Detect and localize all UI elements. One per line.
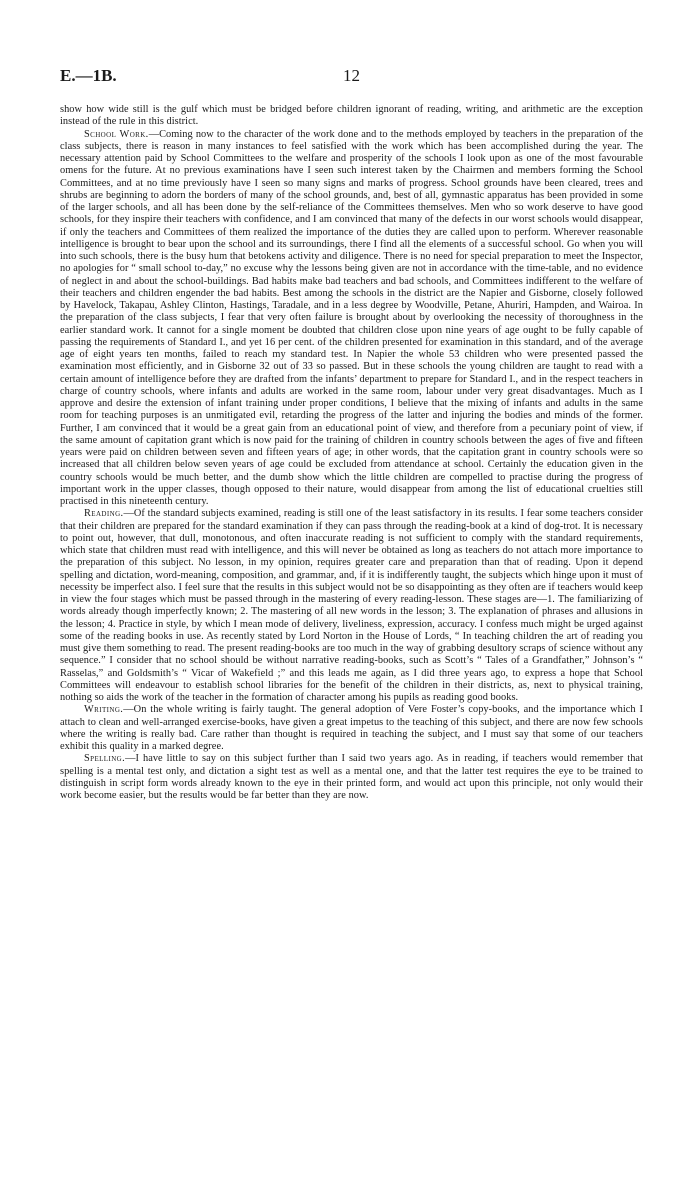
paragraph-school-work [60, 129, 643, 509]
paragraph-text: —On the whole writing is fairly taught. The general adoption of Vere Foster’s copy-books, and the importance which I attach to clean and well-arranged exercise-books, have given a great impetus to the teaching of this subject, and there are now few schools where the writing is really bad. Care rather than thought is required in teaching the subject, and I must say that some of our teachers exhibit this quality in a marked degree. [60, 704, 643, 752]
paragraph-text: —Of the standard subjects examined, reading is still one of the least satisfactory in its results. I fear some teachers consider that their children are prepared for the standard examination if they can pass through the reading-book at a kind of dog-trot. It is necessary to point out, however, that dull, monotonous, and often inaccurate reading is not sufficient to comply with the standard requirements, which state that children must read with intelligence, and this will never be obtained as long as teachers do not attach more importance to the preparation of this subject. No lesson, in my opinion, requires greater care and preparation than that of reading. Upon it depend spelling and dictation, word-meaning, composition, and grammar, and, if it is indifferently taught, the subjects which hinge upon it must of necessity be imperfect also. I feel sure that the results in this subject would not be so disappointing as they often are if teachers would keep in view the four stages which must be passed through in the mastering of every reading-lesson. These stages are—1. The familiarizing of words already though imperfectly known; 2. The mastering of all new words in the lesson; 3. The explanation of phrases and allusions in the lesson; 4. Practice in style, by which I mean mode of delivery, liveliness, expression, accuracy. I confess much might be urged against some of the reading books in use. As recently stated by Lord Norton in the House of Lords, “ In teaching children the art of reading you must give them something to read. The present reading-books are too much in the way of grabbing desultory scraps of science without any sequence.” I consider that no school should be without narrative reading-books, such as Scott’s “ Tales of a Grandfather,” Johnson’s “ Rasselas,” and Goldsmith’s “ Vicar of Wakefield ;” and this leads me again, as I did three years ago, to express a hope that School Committees will endeavour to establish school libraries for the benefit of the children in their districts, as, next to physical training, nothing so aids the work of the teacher in the formation of character among his pupils as reading good books. [60, 508, 643, 703]
document-body [60, 104, 643, 802]
page-number: 12 [343, 66, 360, 85]
document-code: E.—1B. [60, 66, 117, 85]
paragraph-text: —Coming now to the character of the work done and to the methods employed by teachers in the preparation of the class subjects, there is reason in many instances to feel satisfied with the work which has been accomplished during the year. The necessary attention paid by School Committees to the welfare and prosperity of the schools I look upon as one of the most favourable omens for the future. At no previous examinations have I seen such interest taken by the Chairmen and members forming the School Committees, and at no time previously have I seen so many signs and marks of progress. School grounds have been cleared, trees and shrubs are beginning to adorn the borders of many of the school grounds, and, best of all, gymnastic apparatus has been provided in some of the larger schools, and all has been done by the self-reliance of the Committees themselves. Men who so work deserve to have good schools, for they inspire their teachers with confidence, and I am convinced that many of the defects in our worst schools would disappear, if only the teachers and Committees of them realized the importance of the duties they are called upon to perform. Wherever reasonable intelligence is brought to bear upon the school and its surroundings, there I find all the elements of a successful school. Go when you will into such schools, there is the busy hum that betokens activity and diligence. There is no need for special preparation to meet the Inspector, no apologies for “ small school to-day,” no excuse why the lessons being given are not in accordance with the time-table, and no evidence of neglect in and about the school-buildings. Bad habits make bad teachers and bad schools, and Committees indifferent to the welfare of their teachers and children engender the bad habits. Best among the schools in the district are the Napier and Gisborne, closely followed by Havelock, Takapau, Ashley Clinton, Hastings, Taradale, and in a less degree by Woodville, Petane, Ahuriri, Hampden, and Wairoa. In the preparation of the class subjects, I fear that very often failure is brought about by overlooking the necessity of thoroughness in the earlier standard work. It cannot for a single moment be doubted that children close upon nine years of age ought to be fully capable of passing the requirements of Standard I., and yet 16 per cent. of the children presented for examination in this standard, and of the average age of eight years ten months, failed to reach my standard test. In Napier the whole 53 children who were presented passed the examination most efficiently, and in Gisborne 32 out of 33 so passed. But in these schools the young children are taught to read with a certain amount of intelligence before they are drafted from the infants’ department to prepare for Standard I., and in the respect teachers in charge of country schools, where infants and adults are worked in the same room, labour under very great disadvantages. Much as I approve and desire the extension of infant training under proper conditions, I believe that the mixing of infants and adults in the same room for teaching purposes is an unmitigated evil, retarding the progress of the latter and injuring the bodies and minds of the former. Further, I am convinced that it would be a great gain from an educational point of view, and therefore from a pecuniary point of view, if the same amount of capitation grant which is now paid for the training of children in country schools between the ages of five and fifteen years were paid on children between seven and fifteen years of age; in other words, that the capitation grant in country schools were so increased that all children below seven years of age could be excluded from attendance at school. Certainly the education given in the country schools would be much better, and the dumb show which the little children are compelled to practise during the progress of important work in the upper classes, though opposed to their nature, would disappear from among the list of educational cruelties still practised in this nineteenth century. [60, 128, 643, 507]
page-header [60, 66, 643, 88]
section-heading-writing: Writing. [84, 704, 124, 716]
paragraph-text: show how wide still is the gulf which must be bridged before children ignorant of reading, writing, and arithmetic are the exception instead of the rule in this district. [60, 104, 643, 128]
paragraph-continuation [60, 104, 643, 129]
paragraph-reading [60, 508, 643, 704]
section-heading-spelling: Spelling. [84, 753, 126, 765]
paragraph-text: —I have little to say on this subject further than I said two years ago. As in reading, if teachers would remember that spelling is a mental test only, and dictation a sight test as well as a mental one, and that the latter test requires the eye to be trained to distinguish in script form words already known to the eye in their printed form, and would act upon this principle, not only would their work become easier, but the results would be far better than they are now. [60, 753, 643, 801]
section-heading-school-work: School Work. [84, 128, 149, 140]
paragraph-writing [60, 704, 643, 753]
section-heading-reading: Reading. [84, 508, 124, 520]
paragraph-spelling [60, 753, 643, 802]
